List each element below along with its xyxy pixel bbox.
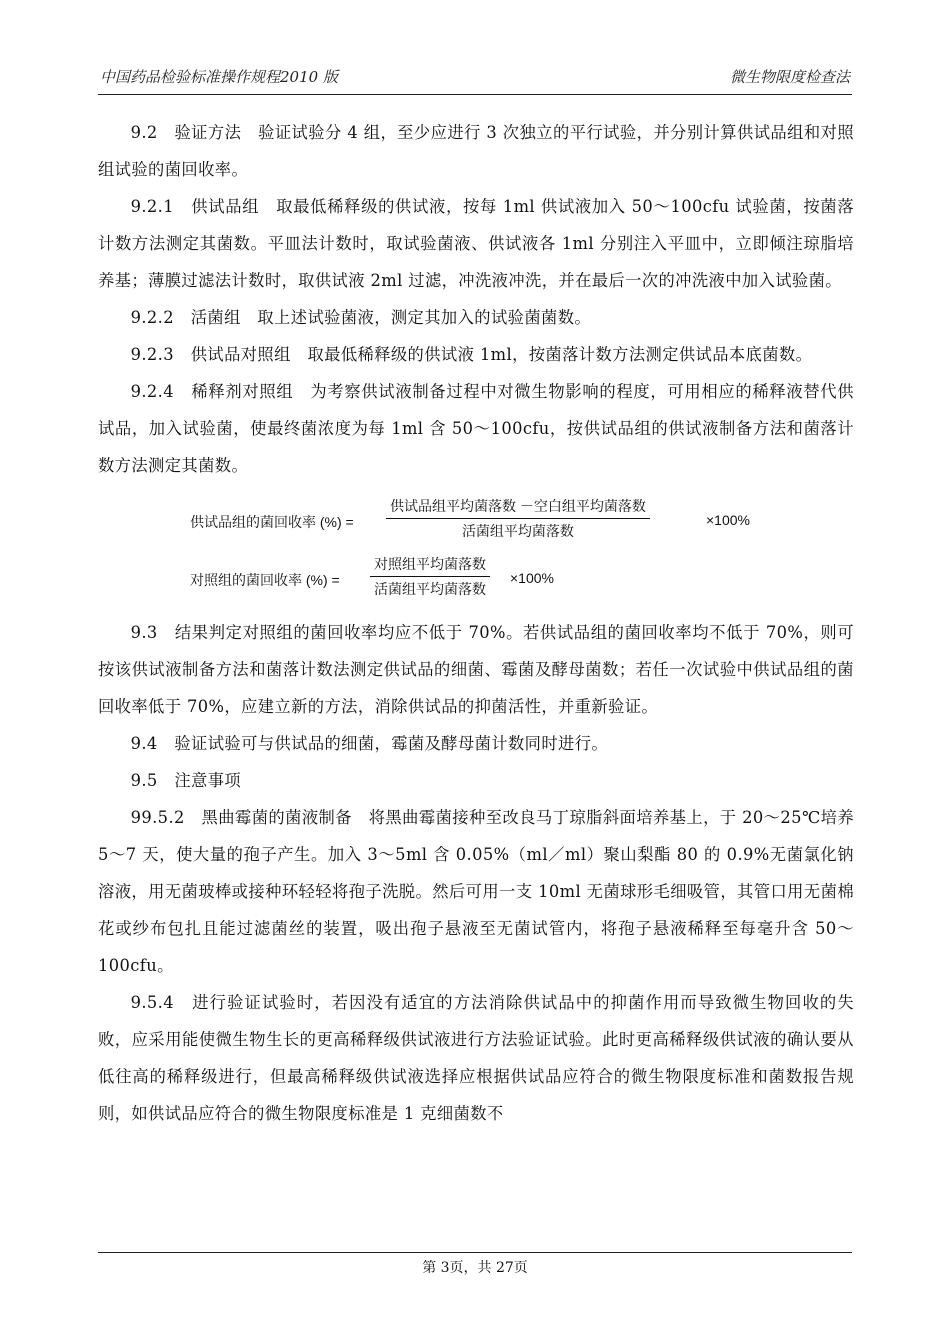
formula-fraction (370, 554, 490, 599)
formula-denominator: 活菌组平均菌落数 (374, 581, 486, 597)
header-divider (98, 94, 852, 95)
formula-test-recovery (190, 496, 854, 548)
formula-numerator: 供试品组平均菌落数 －空白组平均菌落数 (386, 496, 650, 519)
header-section-title: 微生物限度检查法 (729, 68, 850, 86)
paragraph-9-2-2: 9.2.2 活菌组 取上述试验菌液，测定其加入的试验菌菌数。 (130, 308, 592, 327)
formula-label: 对照组的菌回收率 (%) = (190, 572, 340, 588)
formula-control-recovery (190, 554, 854, 606)
paragraph-9-2: 9.2 验证方法 验证试验分 4 组，至少应进行 3 次独立的平行试验，并分别计算供试品组和对照组试验的菌回收率。 (98, 123, 855, 179)
page-header (98, 66, 852, 92)
paragraph-9-5-4: 9.5.4 进行验证试验时，若因没有适宜的方法消除供试品中的抑菌作用而导致微生物回收的失败，应采用能使微生物生长的更高稀释级供试液进行方法验证试验。此时更高稀释级供试液的确认要从低往高的稀释级进行，但最高稀释级供试液选择应根据供试品应符合的微生物限度标准和菌数报告规则，如供试品应符合的微生物限度标准是 1 克细菌数不 (98, 993, 854, 1123)
paragraph-9-2-1: 9.2.1 供试品组 取最低稀释级的供试液，按每 1ml 供试液加入 50～100cfu 试验菌，按菌落计数方法测定其菌数。平皿法计数时，取试验菌液、供试液各 1ml 分别注入平皿中，立即倾注琼脂培养基；薄膜过滤法计数时，取供试液 2ml 过滤，冲洗液冲洗，并在最后一次的冲洗液中加入试验菌。 (98, 197, 854, 290)
page-number: 第 3页，共 27页 (422, 1260, 528, 1276)
footer-divider (98, 1252, 852, 1253)
paragraph-9-2-4: 9.2.4 稀释剂对照组 为考察供试液制备过程中对微生物影响的程度，可用相应的稀释液替代供试品，加入试验菌，使最终菌浓度为每 1ml 含 50～100cfu，按供试品组的供试液制备方法和菌落计数方法测定其菌数。 (98, 382, 854, 475)
paragraph-9-5: 9.5 注意事项 (130, 771, 242, 790)
formula-multiplier: ×100% (706, 512, 750, 528)
paragraph-9-2-3: 9.2.3 供试品对照组 取最低稀释级的供试液 1ml，按菌落计数方法测定供试品本底菌数。 (130, 345, 813, 364)
paragraph-9-3: 9.3 结果判定对照组的菌回收率均应不低于 70%。若供试品组的菌回收率均不低于 70%，则可按该供试液制备方法和菌落计数法测定供试品的细菌、霉菌及酵母菌数；若任一次试验中供试品组的菌回收率低于 70%，应建立新的方法，消除供试品的抑菌活性，并重新验证。 (98, 623, 854, 716)
formula-label: 供试品组的菌回收率 (%) = (190, 514, 354, 530)
paragraph-9-4: 9.4 验证试验可与供试品的细菌，霉菌及酵母菌计数同时进行。 (130, 734, 609, 753)
header-book-title: 中国药品检验标准操作规程2010 版 (100, 68, 338, 86)
paragraph-9-5-2: 99.5.2 黑曲霉菌的菌液制备 将黑曲霉菌接种至改良马丁琼脂斜面培养基上，于 20～25℃培养 5～7 天，使大量的孢子产生。加入 3～5ml 含 0.05%（ml／ml）聚山梨酯 80 的 0.9%无菌氯化钠溶液，用无菌玻棒或接种环轻轻将孢子洗脱。然后可用一支 10ml 无菌球形毛细吸管，其管口用无菌棉花或纱布包扎且能过滤菌丝的装置，吸出孢子悬液至无菌试管内，将孢子悬液稀释至每毫升含 50～100cfu。 (98, 808, 854, 975)
formula-multiplier: ×100% (510, 570, 554, 586)
page-body (98, 114, 854, 1132)
formula-fraction (386, 496, 650, 541)
formula-numerator: 对照组平均菌落数 (370, 554, 490, 577)
formula-denominator: 活菌组平均菌落数 (461, 523, 574, 539)
